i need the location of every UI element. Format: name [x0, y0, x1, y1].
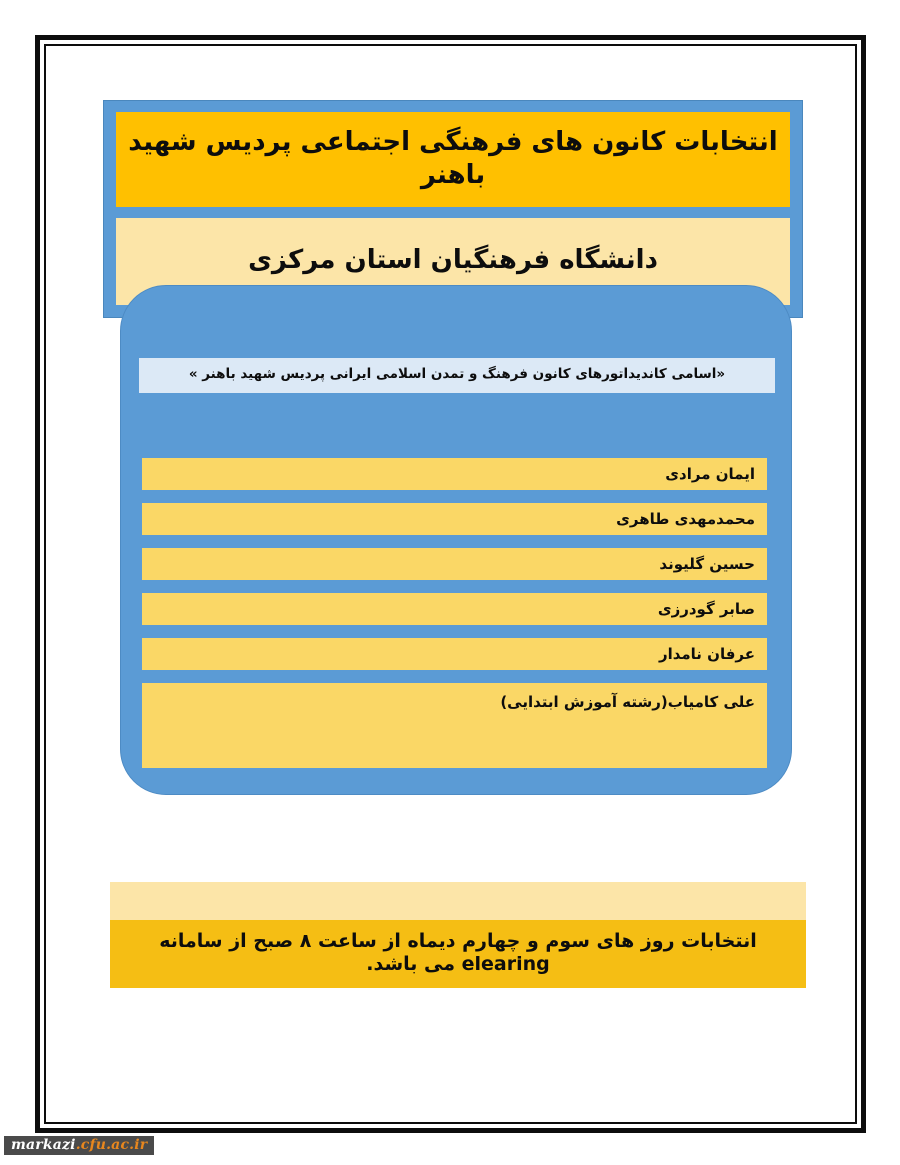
organization-title: دانشگاه فرهنگیان استان مرکزی [116, 218, 790, 305]
candidates-card [120, 285, 792, 795]
watermark-name: markazi [11, 1137, 76, 1153]
list-item: حسین گلیوند [142, 548, 767, 580]
watermark-domain: .cfu.ac.ir [75, 1137, 148, 1153]
election-notice: انتخابات روز های سوم و چهارم دیماه از ساعت ۸ صبح از سامانه elearing می باشد. [110, 920, 806, 988]
list-item: عرفان نامدار [142, 638, 767, 670]
list-item: علی کامیاب(رشته آموزش ابتدایی) [142, 683, 767, 768]
candidates-subtitle: «اسامی کاندیداتورهای کانون فرهنگ و تمدن اسلامی ایرانی پردیس شهید باهنر » [139, 358, 775, 393]
footer-banner [110, 882, 806, 988]
list-item: صابر گودرزی [142, 593, 767, 625]
header-divider [116, 207, 790, 218]
list-item: محمدمهدی طاهری [142, 503, 767, 535]
site-watermark [4, 1136, 154, 1155]
page-title: انتخابات کانون های فرهنگی اجتماعی پردیس شهید باهنر [116, 112, 790, 207]
candidates-list [142, 458, 767, 768]
footer-accent-band [110, 882, 806, 920]
list-item: ایمان مرادی [142, 458, 767, 490]
